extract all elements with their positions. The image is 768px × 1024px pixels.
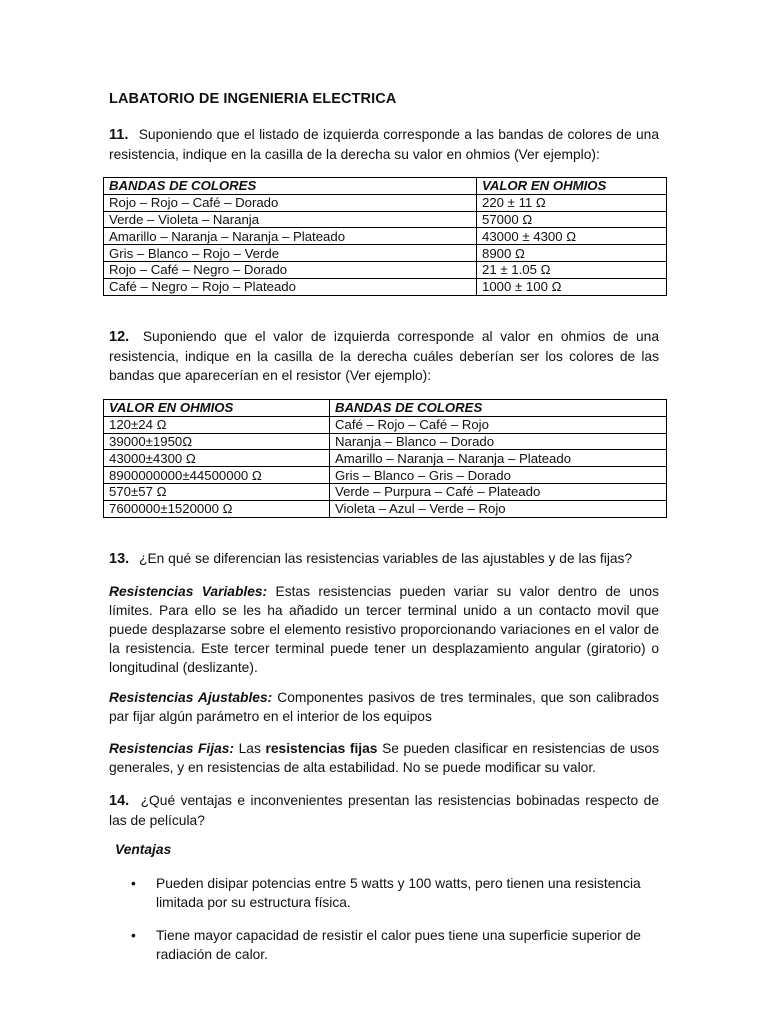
answer-lead: Resistencias Variables: bbox=[109, 584, 268, 599]
list-item-text: Tiene mayor capacidad de resistir el calor pues tiene una superficie superior de radiación de calor. bbox=[156, 928, 641, 962]
question-number: 12. bbox=[109, 329, 130, 345]
question-text: ¿Qué ventajas e inconvenientes presentan las resistencias bobinadas respecto de las de película? bbox=[109, 793, 659, 828]
question-number: 11. bbox=[109, 127, 129, 143]
table-row bbox=[104, 467, 667, 484]
bullet-icon: • bbox=[131, 876, 136, 891]
table-cell: Verde – Purpura – Café – Plateado bbox=[330, 483, 667, 500]
table-cell: 8900000000±44500000 Ω bbox=[104, 467, 330, 484]
color-bands-to-ohms-table bbox=[103, 177, 667, 296]
list-item-text: Pueden disipar potencias entre 5 watts y 100 watts, pero tienen una resistencia limitada por su estructura física. bbox=[156, 876, 641, 910]
table-cell: 120±24 Ω bbox=[104, 416, 330, 433]
question-13 bbox=[109, 549, 659, 569]
table-row bbox=[104, 278, 667, 295]
question-11 bbox=[109, 125, 659, 164]
table-row bbox=[104, 433, 667, 450]
table-cell: Naranja – Blanco – Dorado bbox=[330, 433, 667, 450]
answer-lead: Resistencias Fijas: bbox=[109, 741, 235, 756]
table-cell: 570±57 Ω bbox=[104, 483, 330, 500]
table-row bbox=[104, 500, 667, 517]
table-cell: Amarillo – Naranja – Naranja – Plateado bbox=[104, 228, 477, 245]
question-text: Suponiendo que el listado de izquierda corresponde a las bandas de colores de una resistencia, indique en la casilla de la derecha su valor en ohmios (Ver ejemplo): bbox=[109, 127, 659, 162]
table-row bbox=[104, 416, 667, 433]
answer-lead: Resistencias Ajustables: bbox=[109, 690, 273, 705]
table-cell: Verde – Violeta – Naranja bbox=[104, 211, 477, 228]
answer-text: Estas resistencias pueden variar su valor dentro de unos límites. Para ello se les ha añadido un tercer terminal unido a un contacto movil que puede desplazarse sobre el elemento resistivo proporcionando variaciones en el valor de la resistencia. Este tercer terminal puede tener un desplazamiento angular (giratorio) o longitudinal (deslizante). bbox=[109, 584, 659, 675]
question-number: 13. bbox=[109, 551, 130, 567]
table-cell: Violeta – Azul – Verde – Rojo bbox=[330, 500, 667, 517]
table-row bbox=[104, 228, 667, 245]
column-header: BANDAS DE COLORES bbox=[104, 178, 477, 195]
table-cell: Amarillo – Naranja – Naranja – Plateado bbox=[330, 450, 667, 467]
table-cell: 43000±4300 Ω bbox=[104, 450, 330, 467]
table-cell: 57000 Ω bbox=[477, 211, 667, 228]
table-cell: Rojo – Café – Negro – Dorado bbox=[104, 261, 477, 278]
answer-pre: Las bbox=[238, 741, 261, 756]
table-cell: 39000±1950Ω bbox=[104, 433, 330, 450]
bullet-icon: • bbox=[131, 928, 136, 943]
table-row bbox=[104, 194, 667, 211]
table-row bbox=[104, 450, 667, 467]
ohms-to-color-bands-table bbox=[103, 399, 667, 518]
table-cell: 21 ± 1.05 Ω bbox=[477, 261, 667, 278]
question-number: 14. bbox=[109, 793, 130, 809]
answer-fijas bbox=[109, 739, 659, 777]
table-cell: 43000 ± 4300 Ω bbox=[477, 228, 667, 245]
answer-strong: resistencias fijas bbox=[265, 741, 378, 756]
column-header: VALOR EN OHMIOS bbox=[104, 400, 330, 417]
document-title: LABATORIO DE INGENIERIA ELECTRICA bbox=[109, 91, 397, 107]
answer-variables bbox=[109, 582, 659, 677]
question-text: ¿En qué se diferencian las resistencias variables de las ajustables y de las fijas? bbox=[139, 551, 633, 566]
table-header-row bbox=[104, 178, 667, 195]
table-cell: 8900 Ω bbox=[477, 245, 667, 262]
table-cell: Café – Rojo – Café – Rojo bbox=[330, 416, 667, 433]
column-header: BANDAS DE COLORES bbox=[330, 400, 667, 417]
question-12 bbox=[109, 327, 659, 385]
list-item bbox=[131, 926, 661, 964]
table-row bbox=[104, 261, 667, 278]
table-cell: 7600000±1520000 Ω bbox=[104, 500, 330, 517]
answer-ajustables bbox=[109, 688, 659, 726]
answer-text: Se pueden clasificar en resistencias de usos generales, y en resistencias de alta estabilidad. No se puede modificar su valor. bbox=[109, 741, 659, 775]
question-14 bbox=[109, 791, 659, 830]
table-row bbox=[104, 245, 667, 262]
question-text: Suponiendo que el valor de izquierda corresponde al valor en ohmios de una resistencia, indique en la casilla de la derecha cuáles deberían ser los colores de las bandas que aparecerían en el resistor (Ver ejemplo): bbox=[109, 329, 659, 383]
table-header-row bbox=[104, 400, 667, 417]
table-cell: Café – Negro – Rojo – Plateado bbox=[104, 278, 477, 295]
column-header: VALOR EN OHMIOS bbox=[477, 178, 667, 195]
answer-text: Componentes pasivos de tres terminales, que son calibrados par fijar algún parámetro en el interior de los equipos bbox=[109, 690, 659, 724]
table-cell: Rojo – Rojo – Café – Dorado bbox=[104, 194, 477, 211]
table-row bbox=[104, 211, 667, 228]
list-item bbox=[131, 874, 661, 912]
subheading-ventajas: Ventajas bbox=[115, 842, 172, 857]
table-cell: 220 ± 11 Ω bbox=[477, 194, 667, 211]
table-cell: Gris – Blanco – Gris – Dorado bbox=[330, 467, 667, 484]
table-cell: Gris – Blanco – Rojo – Verde bbox=[104, 245, 477, 262]
table-cell: 1000 ± 100 Ω bbox=[477, 278, 667, 295]
table-row bbox=[104, 483, 667, 500]
